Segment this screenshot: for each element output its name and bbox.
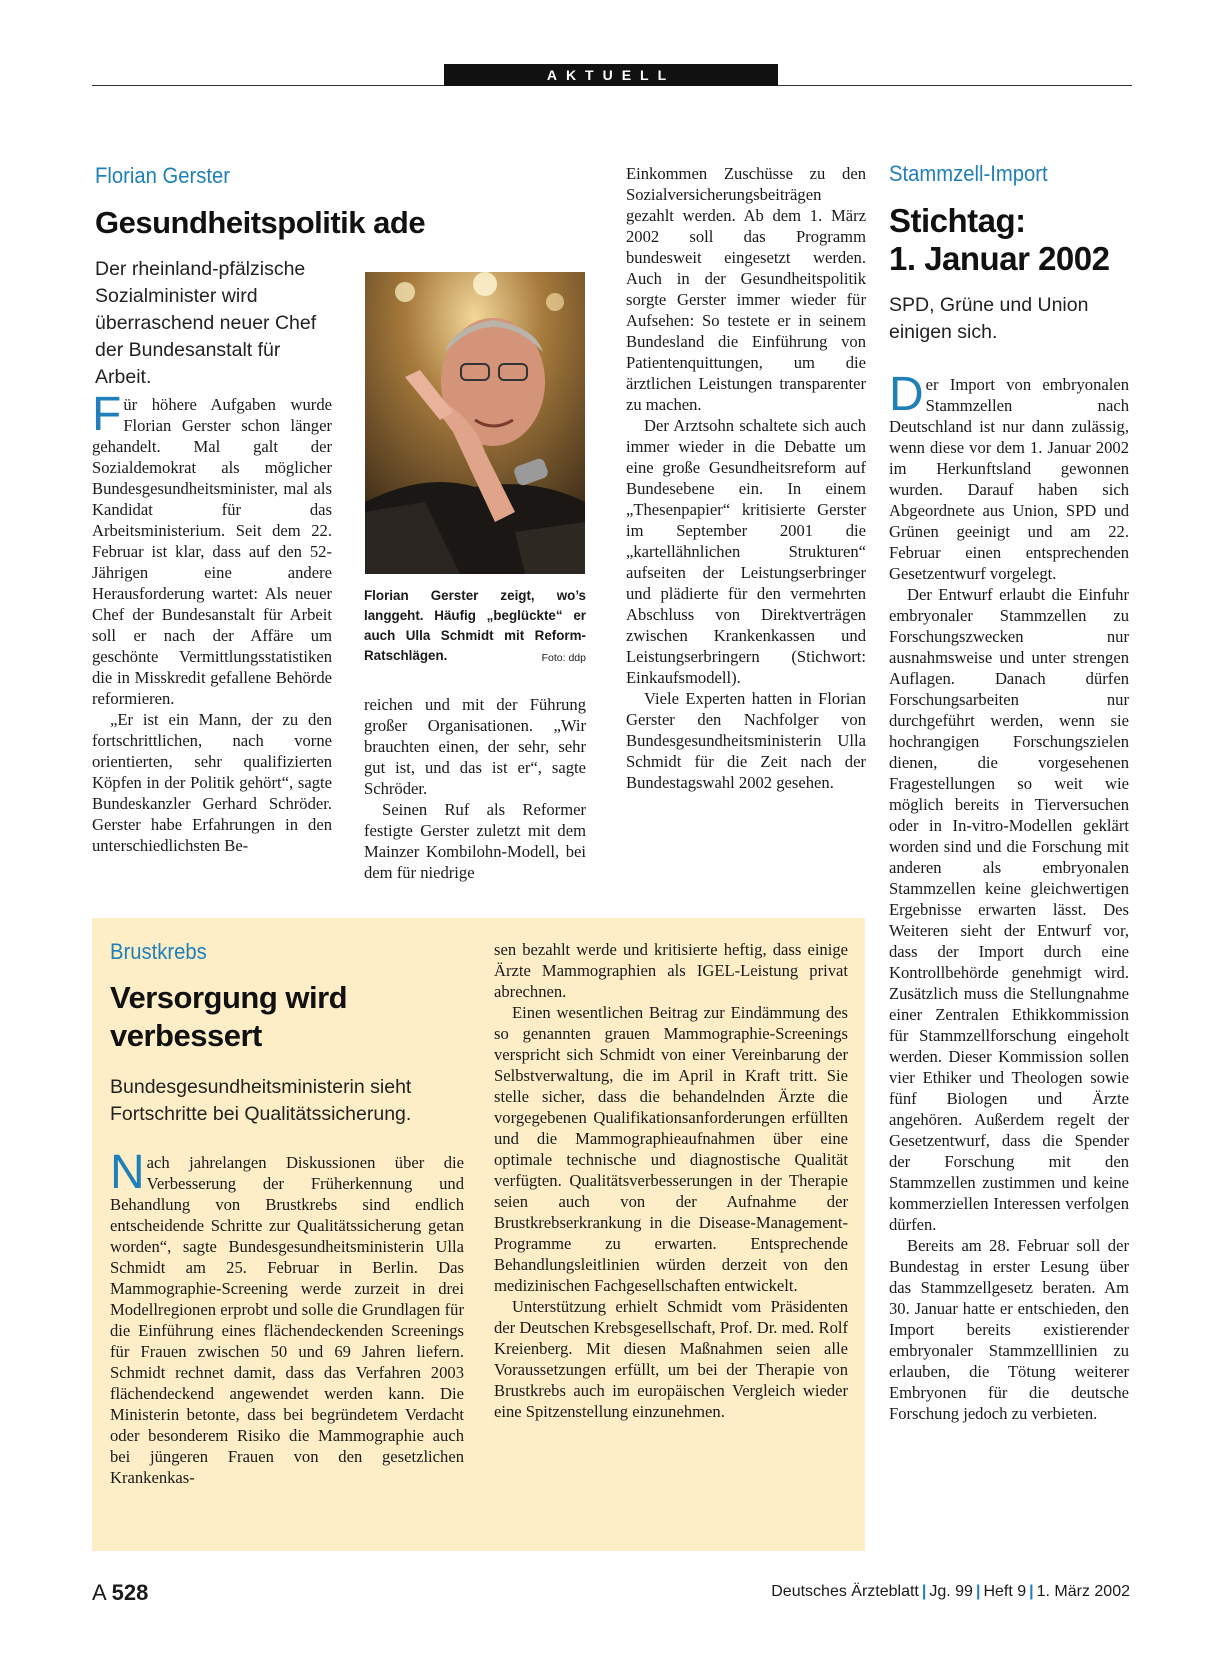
article1-paragraph: reichen und mit der Führung großer Organisationen. „Wir brauchten einen, der sehr, sehr gut ist, und das ist er“, sagte Schröder.	[364, 695, 586, 798]
article1-kicker: Florian Gerster	[95, 163, 230, 188]
article3-kicker: Brustkrebs	[110, 939, 207, 964]
article2-headline	[889, 202, 1129, 278]
article2-body	[889, 368, 1129, 1424]
article3-column-2	[494, 939, 848, 1422]
journal-issue: Heft 9	[983, 1583, 1027, 1600]
article1-column-2	[364, 694, 586, 883]
article1-paragraph: Der Arztsohn schaltete sich auch immer wieder in die Debatte um eine große Gesundheitsreform auf Bundesebene ein. In einem „Thesenpapier“ kritisierte Gerster im September 2001 die „kartellähnlichen Strukturen“ aufseiten der Leistungserbringer und plädierte für den vermehrten Abschluss von Direktverträgen zwischen Krankenkassen und Leistungserbringern (Stichwort: Einkaufsmodell).	[626, 416, 866, 687]
article3-paragraph: ach jahrelangen Diskussionen über die Verbesserung der Früherkennung und Behandlung von Brustkrebs sind endlich entscheidende Schritte zur Qualitätssicherung getan worden“, sagte Bundesgesundheitsministerin Ulla Schmidt am 25. Februar in Berlin. Das Mammographie-Screening werde zurzeit in drei Modellregionen erprobt und solle die Grundlagen für die Einführung eines flächendeckenden Screenings für Frauen zwischen 50 und 69 Jahren liefern. Schmidt rechnet damit, dass das Verfahren 2003 flächendeckend angewendet werden kann. Die Ministerin betonte, dass bei begründetem Verdacht oder besonderem Risiko die Mammographie auch bei jüngeren Frauen von den gesetzlichen Krankenkas-	[110, 1153, 464, 1487]
journal-footer: Deutsches Ärzteblatt | Jg. 99 | Heft 9 | 1. März 2002	[771, 1583, 1130, 1600]
article3-headline-line: Versorgung wird	[110, 980, 348, 1015]
article1-headline: Gesundheitspolitik ade	[95, 205, 426, 240]
section-label: AKTUELL	[444, 64, 778, 86]
article3-headline	[110, 979, 450, 1055]
article1-column-1	[92, 388, 332, 856]
article3-paragraph: Einen wesentlichen Beitrag zur Eindämmung des so genannten grauen Mammographie-Screenings verspricht sich Schmidt von einer Vereinbarung der Selbstverwaltung, die im April in Kraft tritt. Sie stelle sicher, dass die behandelnden Ärzte die vorgegebenen Qualifikationsanforderungen erfüllten und die Mammographieaufnahmen über eine optimale technische und diagnostische Qualität verfügten. Qualitätsverbesserungen in der Therapie seien auch von der Aufnahme der Brustkrebserkrankung in die Disease-Management-Programme zu erwarten. Entsprechende Behandlungsleitlinien würden derzeit von den medizinischen Fachgesellschaften entwickelt.	[494, 1003, 848, 1295]
article1-paragraph: Seinen Ruf als Reformer festigte Gerster zuletzt mit dem Mainzer Kombilohn-Modell, bei dem für niedrige	[364, 800, 586, 882]
portrait-photo	[365, 272, 585, 574]
journal-date: 1. März 2002	[1036, 1583, 1130, 1600]
photo-credit: Foto: ddp	[541, 652, 586, 664]
article3-paragraph: sen bezahlt werde und kritisierte heftig, dass einige Ärzte Mammographien als IGEL-Leistung privat abrechnen.	[494, 940, 848, 1001]
article3-dropcap: N	[110, 1146, 145, 1199]
article1-paragraph: „Er ist ein Mann, der zu den fortschrittlichen, nach vorne orientierten, sehr qualifizierten Köpfen in der Politik gehört“, sagte Bundeskanzler Gerhard Schröder. Gerster habe Erfahrungen in den unterschiedlichsten Be-	[92, 710, 332, 855]
article3-headline-line: verbessert	[110, 1018, 262, 1053]
article2-lead: SPD, Grüne und Union einigen sich.	[889, 294, 1089, 343]
journal-volume: Jg. 99	[929, 1583, 973, 1600]
article2-headline-line: Stichtag:	[889, 202, 1026, 239]
article1-dropcap: F	[92, 388, 122, 441]
article1-lead: Der rheinland-pfälzische Sozialminister wird überraschend neuer Chef der Bundesanstalt für Arbeit.	[95, 258, 317, 388]
journal-name: Deutsches Ärzteblatt	[771, 1583, 919, 1600]
photo-caption	[364, 586, 586, 668]
article1-column-3	[626, 163, 866, 793]
page-number-value: 528	[111, 1580, 149, 1605]
article3-column-1	[110, 1146, 464, 1488]
caption-text: Florian Gerster zeigt, wo’s langgeht. Häufig „beglückte“ er auch Ulla Schmidt mit Reform-Ratschlägen.	[364, 588, 586, 663]
article2-paragraph: er Import von embryonalen Stammzellen nach Deutschland ist nur dann zulässig, wenn diese vor dem 1. Januar 2002 im Herkunftsland gewonnen wurden. Darauf haben sich Abgeordnete aus Union, SPD und Grünen geeinigt und am 22. Februar einen entsprechenden Gesetzentwurf vorgelegt.	[889, 375, 1129, 583]
article2-kicker: Stammzell-Import	[889, 161, 1048, 186]
article2-headline-line: 1. Januar 2002	[889, 240, 1110, 277]
article1-paragraph: Einkommen Zuschüsse zu den Sozialversicherungsbeiträgen gezahlt werden. Ab dem 1. März 2002 soll das Programm bundesweit eingesetzt werden. Auch in der Gesundheitspolitik sorgte Gerster immer wieder für Aufsehen: So testete er in seinem Bundesland die Einführung von Patientenquittungen, um die ärztlichen Leistungen transparenter zu machen.	[626, 164, 866, 414]
article1-paragraph: Viele Experten hatten in Florian Gerster den Nachfolger von Bundesgesundheitsministerin Ulla Schmidt für die Zeit nach der Bundestagswahl 2002 gesehen.	[626, 689, 866, 792]
page-prefix: A	[92, 1580, 106, 1605]
article2-paragraph: Bereits am 28. Februar soll der Bundestag in erster Lesung über das Stammzellgesetz beraten. Am 30. Januar hatte er entschieden, den Import bereits existierender embryonaler Stammzelllinien zu erlauben, die Tötung weiterer Embryonen für die deutsche Forschung jedoch zu verbieten.	[889, 1236, 1129, 1423]
article2-paragraph: Der Entwurf erlaubt die Einfuhr embryonaler Stammzellen zu Forschungszwecken nur ausnahmsweise und unter strengen Auflagen. Danach dürfen Forschungsarbeiten nur durchgeführt werden, wenn sie hochrangigen Forschungszielen dienen, die vorgesehenen Fragestellungen so weit wie möglich bereits in Tierversuchen oder in In-vitro-Modellen geklärt worden sind und die Forschung mit anderen als embryonalen Stammzellen keine gleichwertigen Ergebnisse erwarten lässt. Des Weiteren sieht der Entwurf vor, dass der Import durch eine Kontrollbehörde genehmigt wird. Zusätzlich muss die Stellungnahme einer Zentralen Ethikkommission für Stammzellforschung eingeholt werden. Dieser Kommission sollen vier Ethiker und Theologen sowie fünf Biologen und Ärzte angehören. Außerdem regelt der Gesetzentwurf, dass die Spender der Forschung mit den Stammzellen zustimmen und keine kommerziellen Interessen verfolgen dürfen.	[889, 585, 1129, 1234]
page-number	[92, 1580, 148, 1606]
article3-lead: Bundesgesundheitsministerin sieht Fortschritte bei Qualitätssicherung.	[110, 1076, 412, 1125]
article2-dropcap: D	[889, 368, 924, 421]
article3-paragraph: Unterstützung erhielt Schmidt vom Präsidenten der Deutschen Krebsgesellschaft, Prof. Dr. med. Rolf Kreienberg. Mit diesen Maßnahmen seien alle Voraussetzungen erfüllt, um bei der Therapie von Brustkrebs auch im europäischen Vergleich wieder eine Spitzenstellung einzunehmen.	[494, 1297, 848, 1421]
article1-paragraph: ür höhere Aufgaben wurde Florian Gerster schon länger gehandelt. Mal galt der Sozialdemokrat als möglicher Bundesgesundheitsminister, mal als Kandidat für das Arbeitsministerium. Seit dem 22. Februar ist klar, dass auf den 52-Jährigen eine andere Herausforderung wartet: Als neuer Chef der Bundesanstalt für Arbeit soll er nach der Affäre um geschönte Vermittlungsstatistiken die in Misskredit gefallene Behörde reformieren.	[92, 395, 332, 708]
